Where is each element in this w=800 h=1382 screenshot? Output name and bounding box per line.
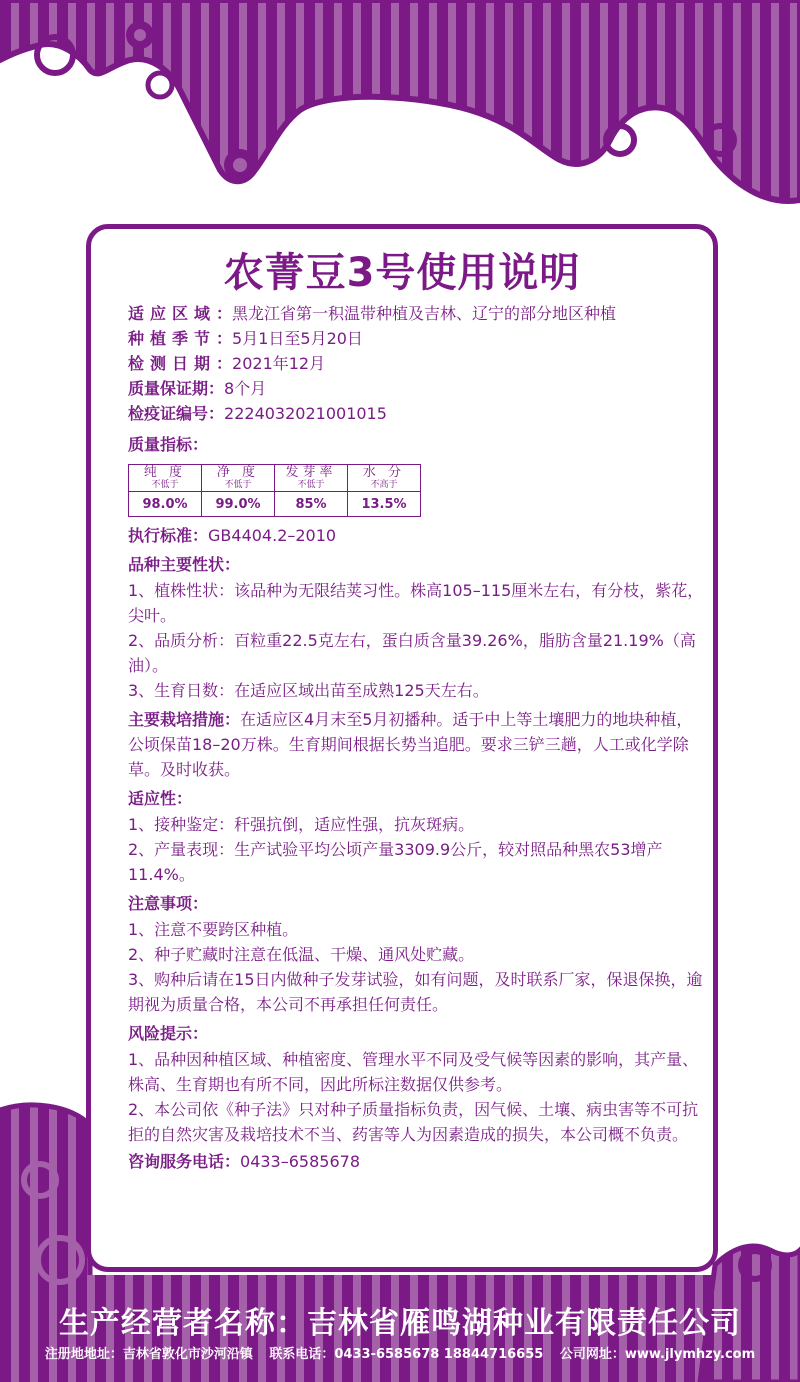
instructions-panel <box>86 224 718 1272</box>
note-item: 1、注意不要跨区种植。 <box>128 920 299 939</box>
hotline-label: 咨询服务电话： <box>128 1152 241 1171</box>
standard-row <box>128 523 708 548</box>
info-row-test-date: 检测日期：2021年12月 <box>128 351 708 376</box>
info-label: 适应区域 <box>128 304 217 323</box>
trait-item: 2、品质分析：百粒重22.5克左右，蛋白质含量39.26%，脂肪含量21.19%（高油）。 <box>128 631 696 675</box>
standard-value: GB4404.2–2010 <box>208 526 337 545</box>
adaptability-item: 2、产量表现：生产试验平均公顷产量3309.9公斤，较对照品种黑农53增产11.4%。 <box>128 840 663 884</box>
info-value: 黑龙江省第一积温带种植及吉林、辽宁的部分地区种植 <box>232 304 617 323</box>
contact-phone: 联系电话：0433-6585678 18844716655 <box>269 1347 544 1362</box>
note-item: 3、购种后请在15日内做种子发芽试验，如有问题，及时联系厂家，保退保换，逾期视为质量合格，本公司不再承担任何责任。 <box>128 970 703 1014</box>
quality-header-cell: 发芽率 不低于 <box>275 465 348 492</box>
quality-value-cell: 13.5% <box>348 492 421 517</box>
quality-heading: 质量指标： <box>128 435 209 454</box>
risk-item: 2、本公司依《种子法》只对种子质量指标负责，因气候、土壤、病虫害等不可抗拒的自然灾害及栽培技术不当、药害等人为因素造成的损失，本公司概不负责。 <box>128 1100 699 1144</box>
info-row-season: 种植季节：5月1日至5月20日 <box>128 326 708 351</box>
risk-item: 1、品种因种植区域、种植密度、管理水平不同及受气候等因素的影响，其产量、株高、生育期也有所不同，因此所标注数据仅供参考。 <box>128 1050 699 1094</box>
info-label: 质量保证期 <box>128 379 209 398</box>
content-body <box>128 301 708 1174</box>
hotline-row <box>128 1149 708 1174</box>
notes-heading: 注意事项： <box>128 894 209 913</box>
hotline-value: 0433–6585678 <box>240 1152 360 1171</box>
info-row-region: 适应区域：黑龙江省第一积温带种植及吉林、辽宁的部分地区种植 <box>128 301 708 326</box>
quality-header-cell: 净 度 不低于 <box>202 465 275 492</box>
company-info <box>0 1343 800 1362</box>
cultivation-label: 主要栽培措施： <box>128 710 241 729</box>
info-row-warranty: 质量保证期：8个月 <box>128 376 708 401</box>
quality-value-cell: 98.0% <box>129 492 202 517</box>
registered-address: 注册地地址：吉林省敦化市沙河沿镇 <box>44 1347 253 1362</box>
cultivation-text: 在适应区4月末至5月初播种。适于中上等土壤肥力的地块种植，公顷保苗18–20万株。生育期间根据长势当追肥。要求三铲三趟，人工或化学除草。及时收获。 <box>128 710 693 779</box>
quality-header-cell: 纯 度 不低于 <box>129 465 202 492</box>
info-value: 2224032021001015 <box>224 404 387 423</box>
top-ornament <box>0 0 800 210</box>
info-label: 检测日期 <box>128 354 217 373</box>
info-value: 5月1日至5月20日 <box>232 329 363 348</box>
info-label: 种植季节 <box>128 329 217 348</box>
note-item: 2、种子贮藏时注意在低温、干燥、通风处贮藏。 <box>128 945 475 964</box>
trait-item: 1、植株性状：该品种为无限结荚习性。株高105–115厘米左右，有分枝，紫花，尖叶。 <box>128 581 704 625</box>
company-website[interactable]: 公司网址：www.jlymhzy.com <box>559 1347 756 1362</box>
info-row-quarantine: 检疫证编号：2224032021001015 <box>128 401 708 426</box>
cultivation-block <box>128 707 708 782</box>
quality-header-cell: 水 分 不高于 <box>348 465 421 492</box>
info-label: 检疫证编号 <box>128 404 209 423</box>
adaptability-item: 1、接种鉴定：秆强抗倒，适应性强，抗灰斑病。 <box>128 815 475 834</box>
info-value: 8个月 <box>224 379 267 398</box>
info-value: 2021年12月 <box>232 354 326 373</box>
page-title: 农菁豆3号使用说明 <box>223 250 581 296</box>
standard-label: 执行标准： <box>128 526 209 545</box>
quality-table <box>128 464 421 517</box>
traits-heading: 品种主要性状： <box>128 555 241 574</box>
quality-value-cell: 85% <box>275 492 348 517</box>
producer-name: 生产经营者名称：吉林省雁鸣湖种业有限责任公司 <box>59 1306 741 1341</box>
risks-heading: 风险提示： <box>128 1024 209 1043</box>
quality-value-cell: 99.0% <box>202 492 275 517</box>
adaptability-heading: 适应性： <box>128 789 193 808</box>
trait-item: 3、生育日数：在适应区域出苗至成熟125天左右。 <box>128 681 489 700</box>
